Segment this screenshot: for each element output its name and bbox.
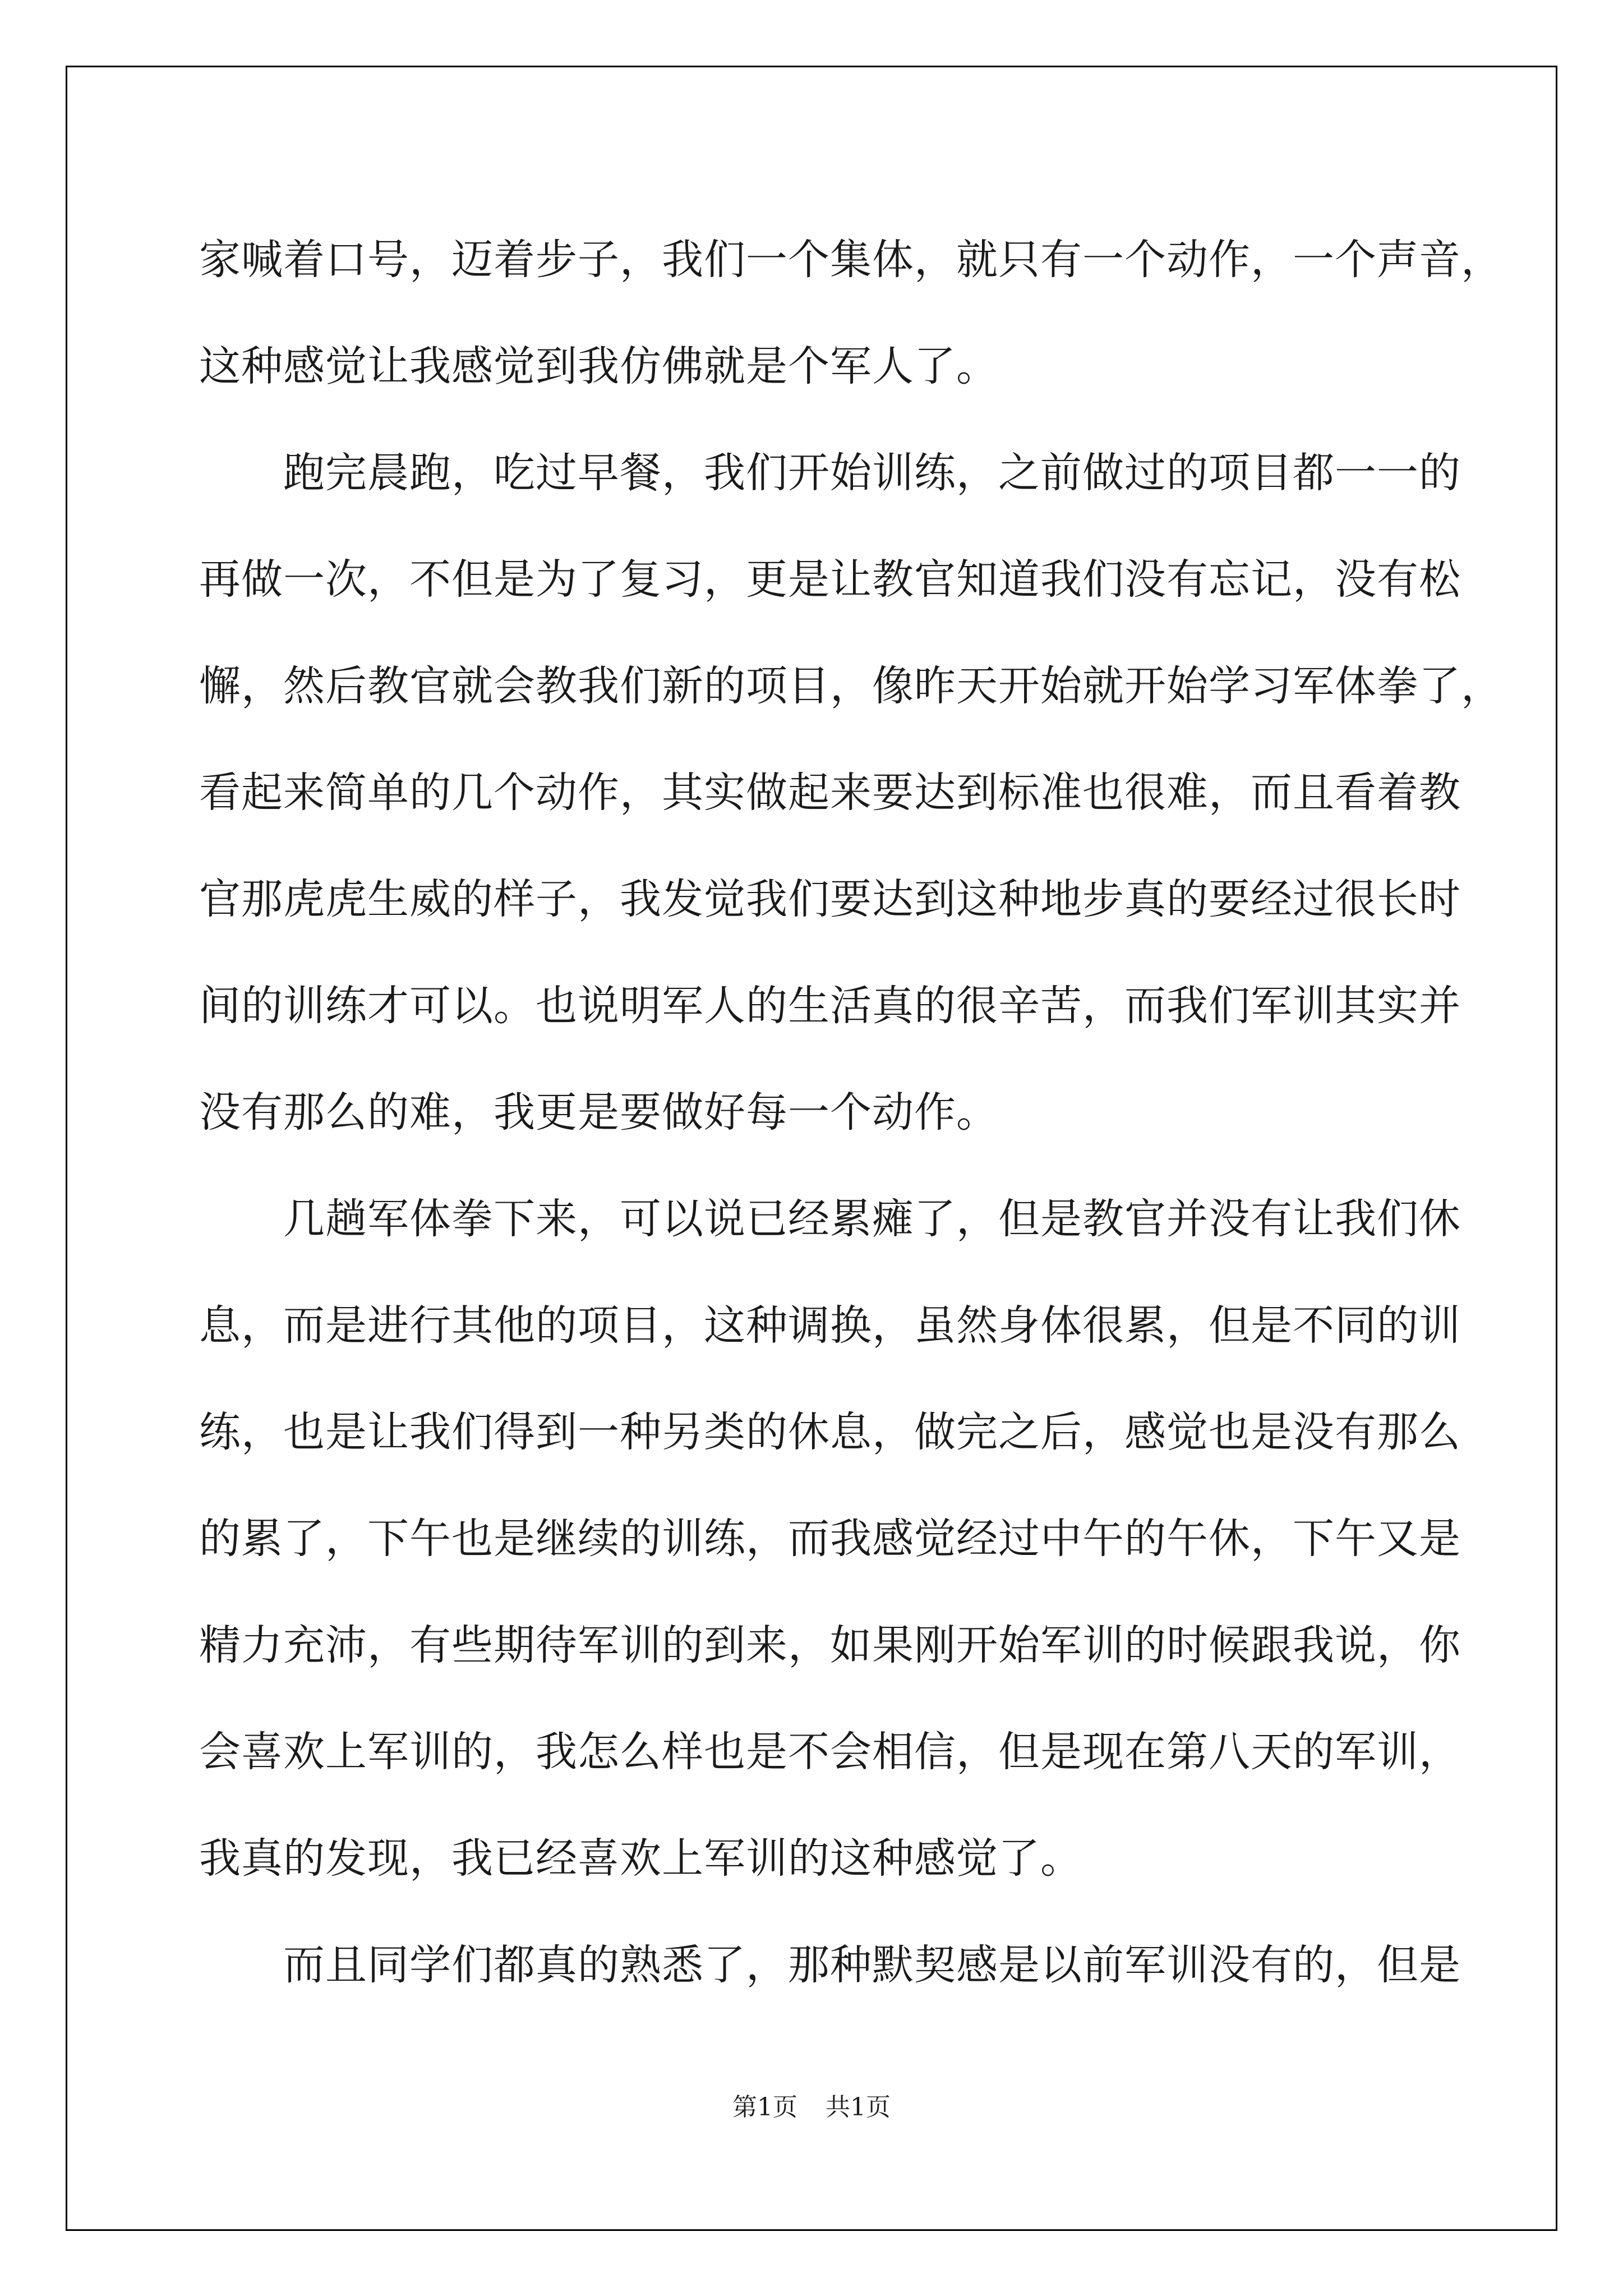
paragraph-start-line: 而且同学们都真的熟悉了，那种默契感是以前军训没有的，但是 bbox=[283, 1941, 1461, 1989]
page-number: 第1页 bbox=[732, 2093, 797, 2122]
text-line: 看起来简单的几个动作，其实做起来要达到标准也很难，而且看着教 bbox=[199, 769, 1461, 817]
paragraph-start-line: 几趟军体拳下来，可以说已经累瘫了，但是教官并没有让我们休 bbox=[283, 1195, 1461, 1243]
page-footer bbox=[0, 2087, 1623, 2123]
text-line: 会喜欢上军训的，我怎么样也是不会相信，但是现在第八天的军训， bbox=[199, 1728, 1461, 1776]
text-line: 官那虎虎生威的样子，我发觉我们要达到这种地步真的要经过很长时 bbox=[199, 875, 1461, 923]
page-total: 共1页 bbox=[826, 2093, 891, 2122]
text-line: 我真的发现，我已经喜欢上军训的这种感觉了。 bbox=[199, 1834, 1082, 1883]
text-line: 间的训练才可以。也说明军人的生活真的很辛苦，而我们军训其实并 bbox=[199, 982, 1461, 1030]
document-body bbox=[199, 206, 1503, 2018]
text-line: 懈，然后教官就会教我们新的项目，像昨天开始就开始学习军体拳了， bbox=[199, 662, 1503, 710]
text-line: 精力充沛，有些期待军训的到来，如果刚开始军训的时候跟我说，你 bbox=[199, 1621, 1461, 1669]
text-line: 家喊着口号，迈着步子，我们一个集体，就只有一个动作，一个声音， bbox=[199, 236, 1503, 284]
text-line: 的累了，下午也是继续的训练，而我感觉经过中午的午休，下午又是 bbox=[199, 1515, 1461, 1563]
text-line: 没有那么的难，我更是要做好每一个动作。 bbox=[199, 1088, 998, 1137]
text-line: 息，而是进行其他的项目，这种调换，虽然身体很累，但是不同的训 bbox=[199, 1301, 1461, 1350]
text-line: 再做一次，不但是为了复习，更是让教官知道我们没有忘记，没有松 bbox=[199, 555, 1461, 604]
paragraph-start-line: 跑完晨跑，吃过早餐，我们开始训练，之前做过的项目都一一的 bbox=[283, 449, 1461, 497]
text-line: 练，也是让我们得到一种另类的休息，做完之后，感觉也是没有那么 bbox=[199, 1408, 1461, 1456]
text-line: 这种感觉让我感觉到我仿佛就是个军人了。 bbox=[199, 342, 998, 390]
